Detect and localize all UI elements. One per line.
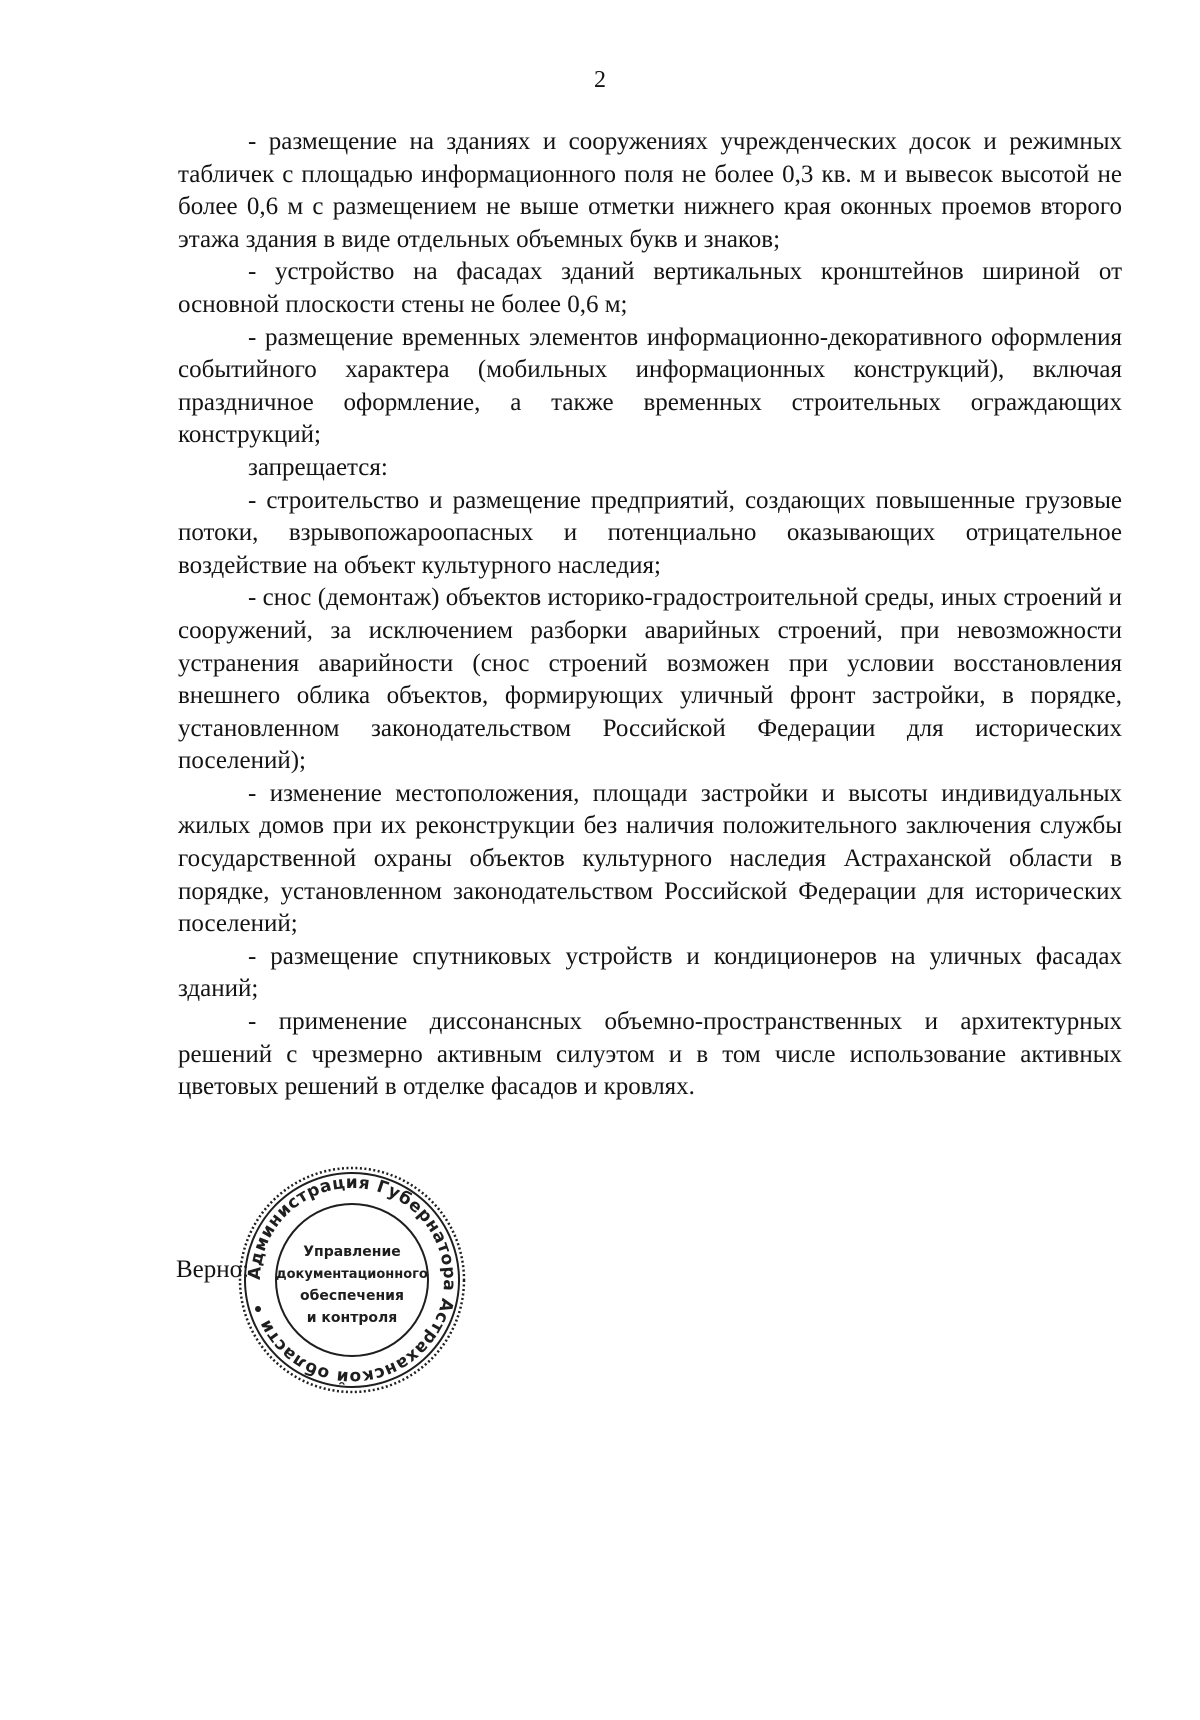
paragraph-satellite-devices: - размещение спутниковых устройств и кондиционеров на уличных фасадах зданий; (178, 942, 1122, 1003)
paragraph-temporary-elements: - размещение временных элементов информационно-декоративного оформления событийного характера (мобильных информационных конструкций), включая праздничное оформление, а также временных строительных ограждающих конструкций; (178, 323, 1122, 449)
seal-graphic (232, 1160, 472, 1400)
paragraph-enterprises: - строительство и размещение предприятий, создающих повышенные грузовые потоки, взрывопожароопасных и потенциально оказывающих отрицательное воздействие на объект культурного наследия; (178, 486, 1122, 579)
seal-center-line-2: документационного (276, 1267, 428, 1282)
page-number: 2 (594, 67, 606, 93)
official-seal (232, 1160, 472, 1400)
document-body (178, 126, 1122, 1104)
paragraph-prohibited-heading: запрещается: (248, 453, 388, 481)
paragraph-relocation: - изменение местоположения, площади застройки и высоты индивидуальных жилых домов при их реконструкции без наличия положительного заключения службы государственной охраны объектов культурного наследия Астраханской области в порядке, установленном законодательством Российской Федерации для исторических поселений; (178, 779, 1122, 938)
seal-ring-text: Администрация Губернатора Астраханской области • (244, 1172, 460, 1388)
certification-label: Верно: (176, 1256, 250, 1283)
seal-center-line-3: обеспечения (300, 1288, 404, 1304)
certification-block (176, 1160, 596, 1400)
seal-center-line-4: и контроля (306, 1310, 398, 1326)
paragraph-brackets: - устройство на фасадах зданий вертикальных кронштейнов шириной от основной плоскости стены не более 0,6 м; (178, 258, 1122, 318)
paragraph-signboards: - размещение на зданиях и сооружениях учрежденческих досок и режимных табличек с площадью информационного поля не более 0,3 кв. м и вывесок высотой не более 0,6 м с размещением не выше отметки нижнего края оконных проемов второго этажа здания в виде отдельных объемных букв и знаков; (178, 128, 1122, 253)
paragraph-demolition: - снос (демонтаж) объектов историко-градостроительной среды, иных строений и сооружений, за исключением разборки аварийных строений, при невозможности устранения аварийности (снос строений возможен при условии восстановления внешнего облика объектов, формирующих уличный фронт застройки, в порядке, установленном законодательством Российской Федерации для исторических поселений); (178, 584, 1122, 775)
paragraph-dissonant-solutions: - применение диссонансных объемно-пространственных и архитектурных решений с чрезмерно активным силуэтом и в том числе использование активных цветовых решений в отделке фасадов и кровлях. (178, 1008, 1122, 1101)
seal-center-line-1: Управление (303, 1244, 401, 1260)
